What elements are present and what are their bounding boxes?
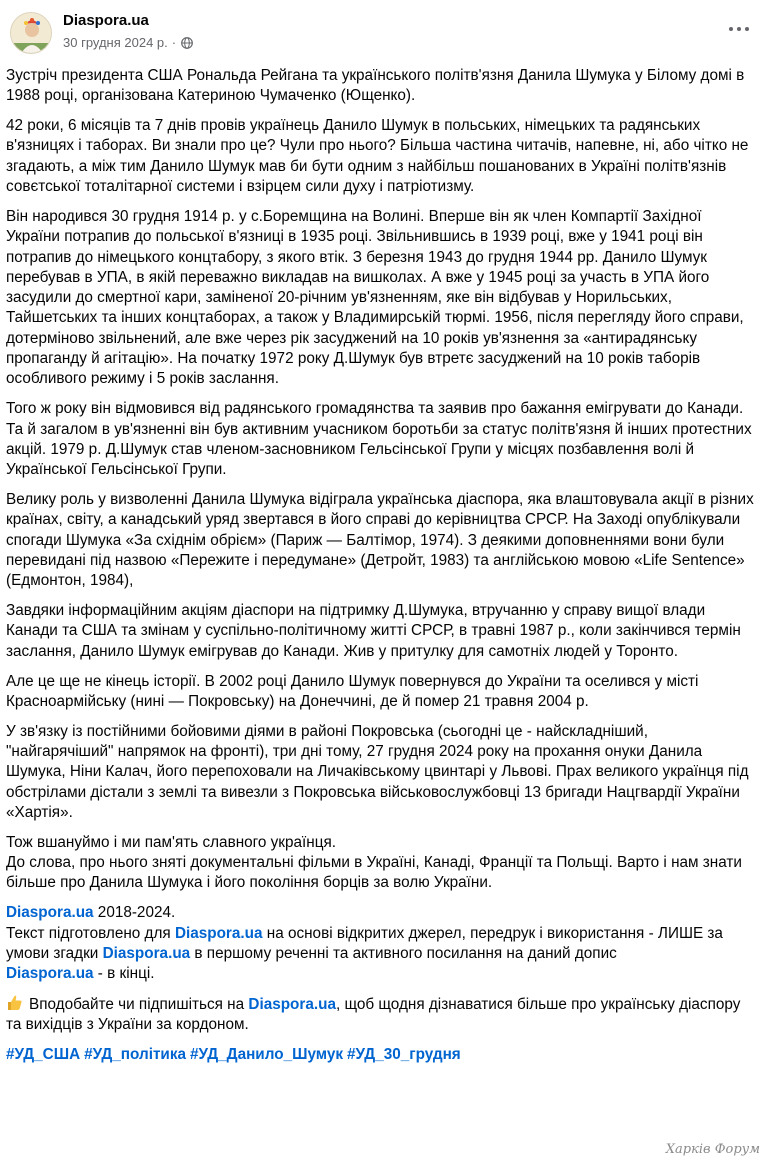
cta-text: , щоб щодня дізнаватися більше про українську діаспору та вихідців з України за кордоном.	[6, 996, 741, 1034]
more-options-icon[interactable]	[724, 18, 754, 40]
post-paragraph: Велику роль у визволенні Данила Шумука відіграла українська діаспора, яка влаштовувала акції в різних країнах, світу, а канадський уряд звертався в його справі до керівництва СРСР. На Заході опублікували спогади Шумука «За східнім обрієм» (Париж — Балтімор, 1974). З деякими доповненнями вони були перевидані під назвою «Пережите і передумане» (Детройт, 1983) та англійською мовою «Life Sentence» (Едмонтон, 1984),	[6, 491, 754, 590]
avatar[interactable]	[10, 12, 52, 54]
hashtag[interactable]: #УД_Данило_Шумук	[190, 1046, 344, 1064]
post-paragraph: 42 роки, 6 місяців та 7 днів провів українець Данило Шумук в польських, німецьких та радянських в'язницях і таборах. Ви знали про це? Чули про нього? Більша частина читачів, напевне, ні, або чітко не згадають, а між тим Данило Шумук мав би бути одним з найбільш пошанованих в Україні політв'язнів совєтської тоталітарної системи і взірцем сили духу і патріотизму.	[6, 117, 749, 196]
thumbs-up-icon	[6, 994, 23, 1011]
post-paragraph: Того ж року він відмовився від радянського громадянства та заявив про бажання емігрувати до Канади. Та й загалом в ув'язненні він був активним учасником боротьби за статус політв'язня й інших протестних акцій. 1979 р. Д.Шумук став членом-засновником Гельсінської Групи у місцях позбавлення волі й Української Гельсінської Групи.	[6, 400, 752, 479]
diaspora-link[interactable]: Diaspora.ua	[6, 904, 94, 922]
post-paragraph: У зв'язку із постійними бойовими діями в районі Покровська (сьогодні це - найскладніший, "найгарячіший" напрямок на фронті), три дні тому, 27 грудня 2024 року на прохання онуки Данила Шумука, Ніни Калач, його перепоховали на Личаківському цвинтарі у Львові. Прах великого українця під обстрілами дістали з землі та вивезли з Покровська військовослужбовці 13 бригади Нацгвардії України «Хартія».	[6, 722, 749, 821]
call-to-action	[6, 994, 758, 1036]
avatar-image	[11, 13, 52, 54]
hashtag[interactable]: #УД_США	[6, 1046, 81, 1064]
post-meta	[63, 35, 193, 50]
post-date[interactable]: 30 грудня 2024 р.	[63, 35, 168, 50]
credits-text: на основі відкритих джерел, передрук і використання - ЛИШЕ за умови згадки	[6, 924, 723, 962]
post-paragraph: Він народився 30 грудня 1914 р. у с.Боремщина на Волині. Вперше він як член Компартії Західної України потрапив до польської в'язниці в 1935 році. Звільнившись в 1939 році, вже у 1941 році він потрапив до німецького концтабору, з якого втік. З березня 1943 до грудня 1944 рр. Данило Шумук перебував в УПА, в якій переважно викладав на вишколах. А вже у 1945 році за участь в УПА його засудили до смертної кари, заміненої 20-річним ув'язненням, яке він відбував у Норильських, Тайшетських та інших концтаборах, а також у Владимирській тюрмі. 1956, після перегляду його справи, дотерміново звільнений, але вже через рік засуджений на 10 років ув'язнення за «антирадянську пропаганду й агітацію». На початку 1972 року Д.Шумук був втретє засуджений на 10 років таборів особливого режиму і 5 років заслання.	[6, 207, 744, 388]
watermark: Харків Форум	[665, 1142, 760, 1157]
post-header	[10, 10, 758, 56]
post-paragraph: Зустріч президента США Рональда Рейгана та українського політв'язня Данила Шумука у Білому домі в 1988 році, організована Катериною Чумаченко (Ющенко).	[6, 67, 745, 105]
post-body	[6, 66, 758, 1075]
page-name[interactable]: Diaspora.ua	[63, 12, 149, 29]
diaspora-link[interactable]: Diaspora.ua	[248, 996, 336, 1014]
credits	[6, 903, 758, 984]
diaspora-link[interactable]: Diaspora.ua	[6, 965, 94, 983]
credits-text: в першому реченні та активного посилання на даний допис	[190, 944, 617, 962]
post-paragraph: Завдяки інформаційним акціям діаспори на підтримку Д.Шумука, втручанню у справу вищої влади Канади та США та змінам у суспільно-політичному житті СРСР, в травні 1987 р., коли закінчився термін заслання, Данило Шумук емігрував до Канади. Жив у притулку для самотніх людей у Торонто.	[6, 602, 741, 660]
hashtags	[6, 1045, 758, 1065]
cta-text: Вподобайте чи підпишіться на	[29, 996, 249, 1014]
closing-line: Тож вшануймо і ми пам'ять славного українця.	[6, 833, 336, 851]
meta-separator: ·	[171, 35, 177, 50]
credits-text: - в кінці.	[93, 965, 155, 983]
hashtag[interactable]: #УД_30_грудня	[347, 1046, 461, 1064]
diaspora-link[interactable]: Diaspora.ua	[174, 924, 263, 942]
credits-years: 2018-2024.	[93, 904, 176, 922]
credits-text: Текст підготовлено для	[6, 924, 175, 942]
globe-icon	[181, 37, 193, 49]
hashtag[interactable]: #УД_політика	[84, 1046, 187, 1064]
post-paragraph	[6, 833, 758, 894]
diaspora-link[interactable]: Diaspora.ua	[102, 944, 191, 962]
post-paragraph: Але це ще не кінець історії. В 2002 році Данило Шумук повернувся до України та оселився у місті Красноармійську (нині — Покровську) на Донеччині, де й помер 21 травня 2004 р.	[6, 672, 699, 710]
closing-line: До слова, про нього зняті документальні фільми в Україні, Канаді, Франції та Польщі. Варто і нам знати більше про Данила Шумука і його покоління борців за волю України.	[6, 854, 742, 892]
